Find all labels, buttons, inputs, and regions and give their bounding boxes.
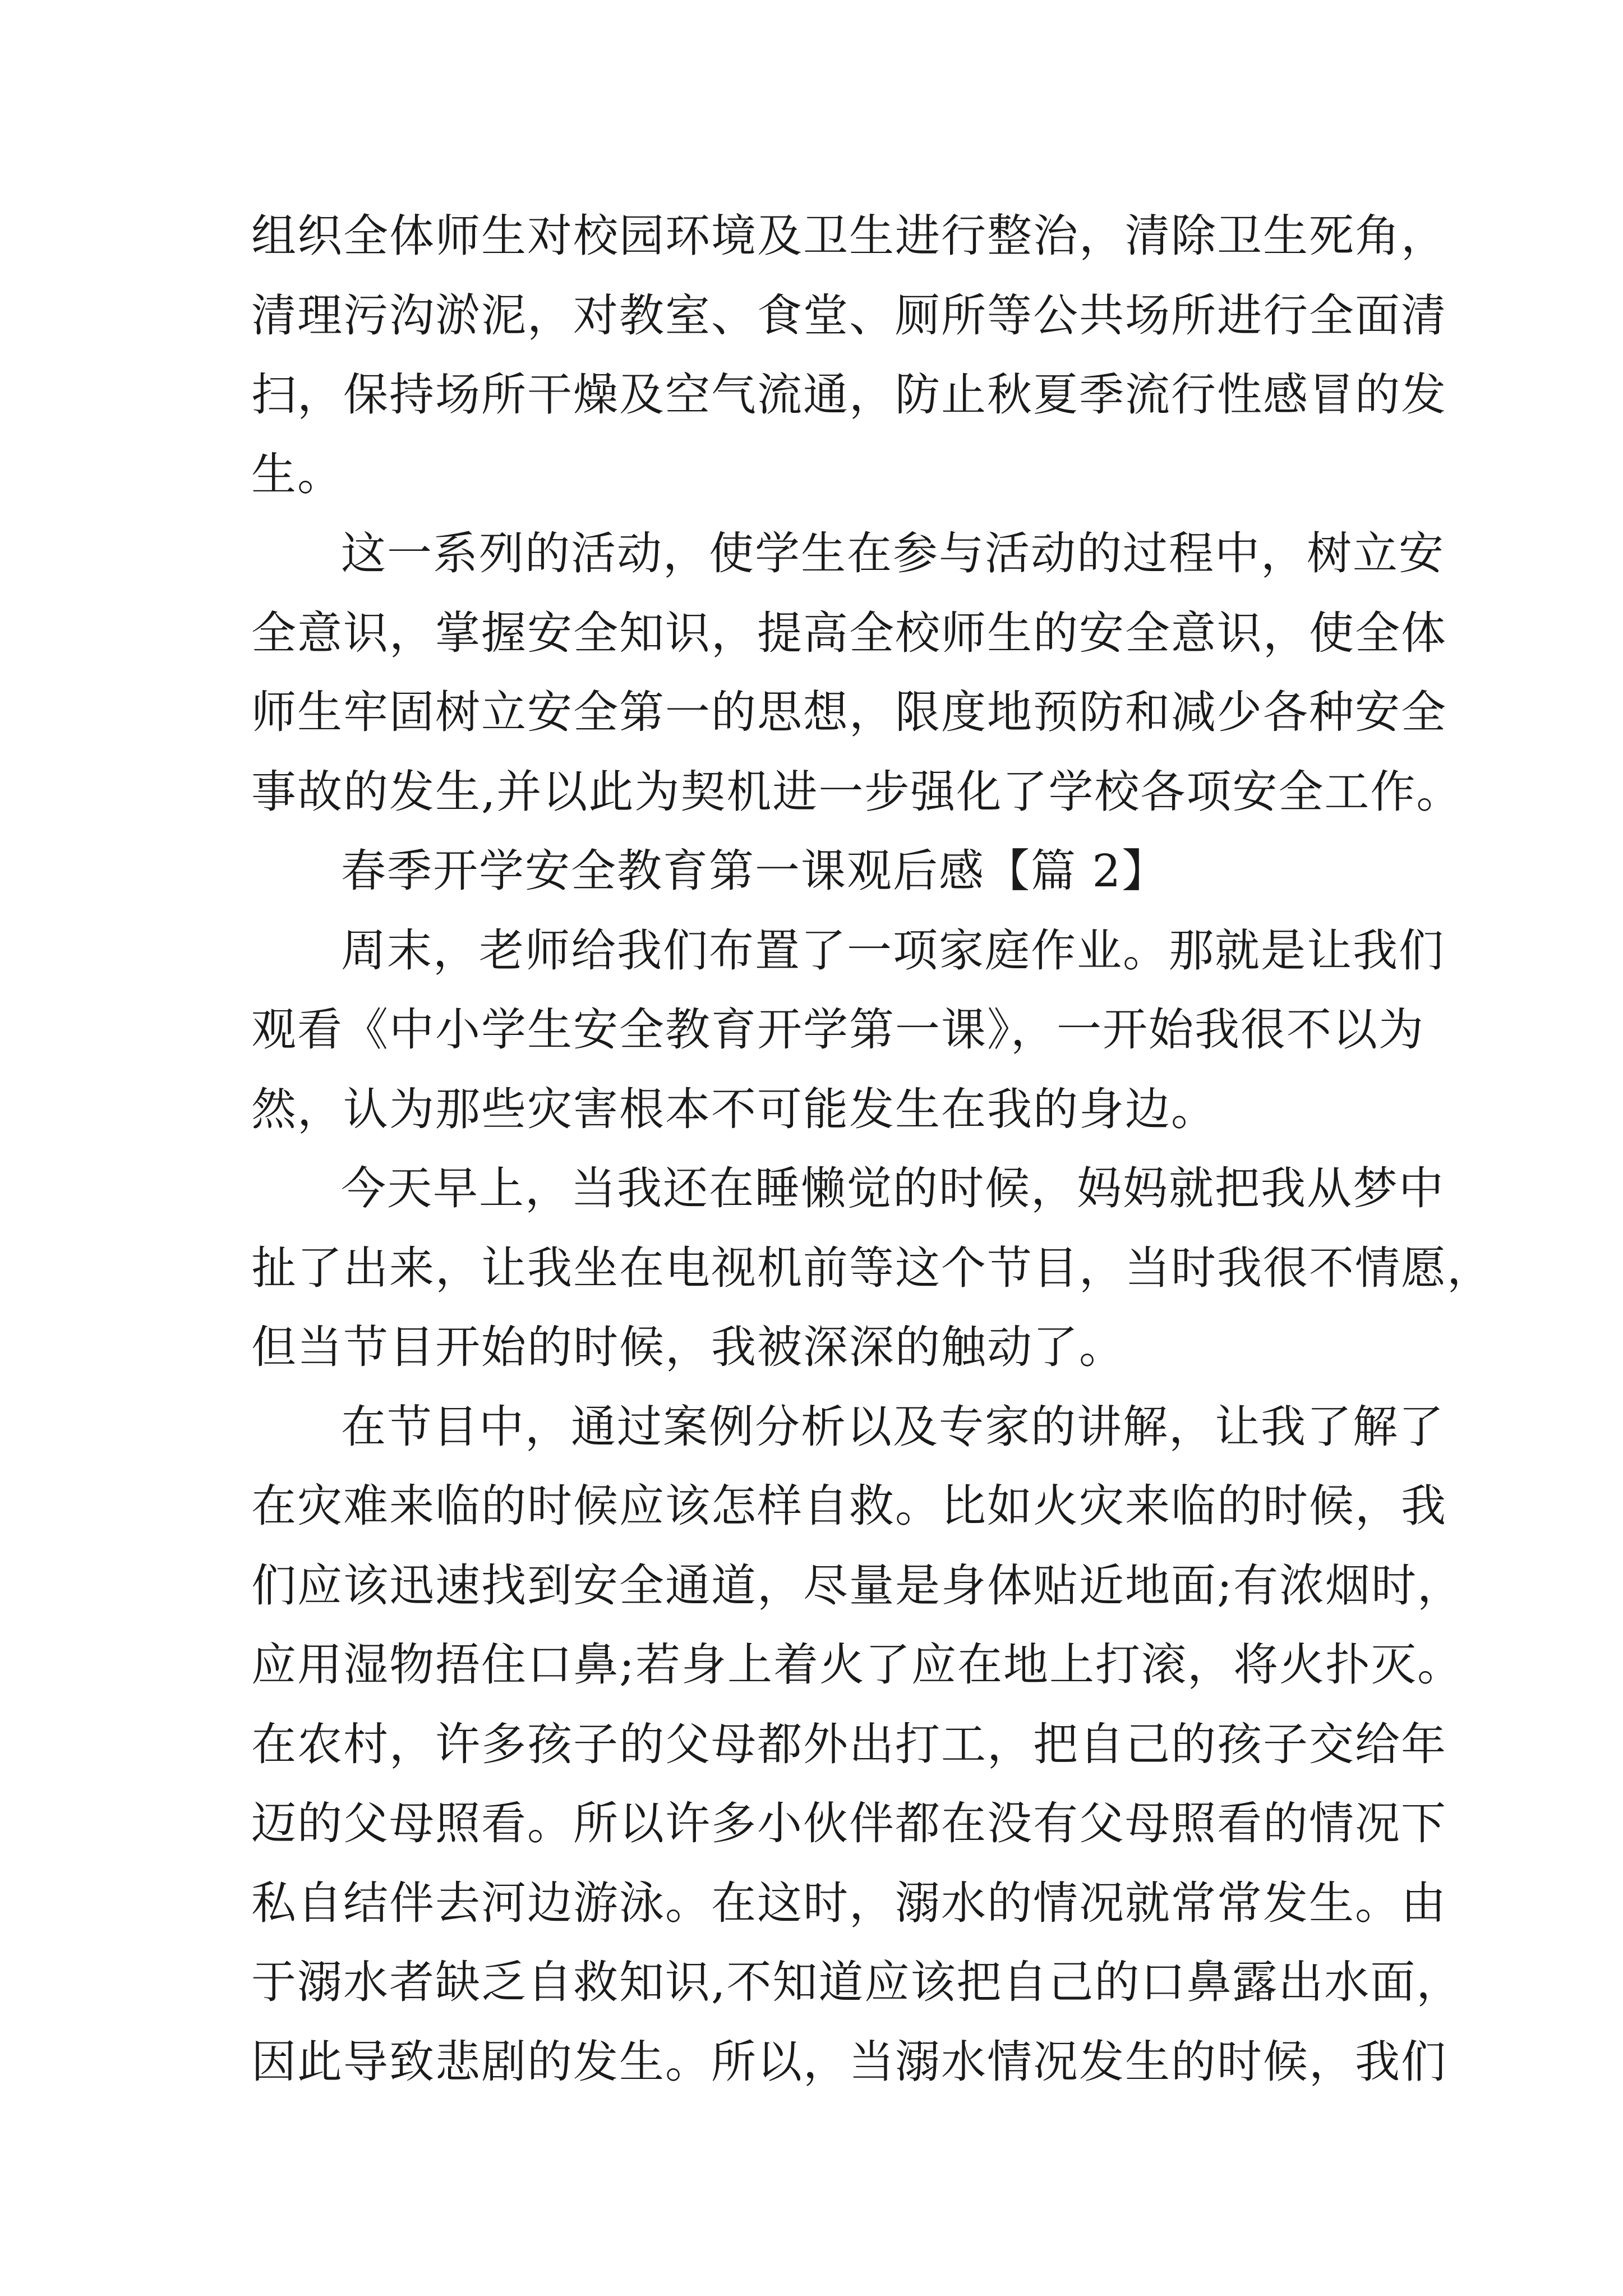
- text-line: 生。: [251, 448, 343, 500]
- text-line: 扯了出来，让我坐在电视机前等这个节目，当时我很不情愿，: [251, 1241, 1493, 1294]
- text-line: 们应该迅速找到安全通道，尽量是身体贴近地面;有浓烟时，: [251, 1559, 1463, 1612]
- text-line: 观看《中小学生安全教育开学第一课》，一开始我很不以为: [251, 1004, 1424, 1056]
- text-line: 应用湿物捂住口鼻;若身上着火了应在地上打滚，将火扑灭。: [251, 1639, 1463, 1691]
- text-line: 但当节目开始的时候，我被深深的触动了。: [251, 1321, 1125, 1373]
- text-line: 因此导致悲剧的发生。所以，当溺水情况发生的时候，我们: [251, 2035, 1447, 2088]
- text-line: 私自结伴去河边游泳。在这时，溺水的情况就常常发生。由: [251, 1876, 1447, 1929]
- paragraph-first-line: 周末，老师给我们布置了一项家庭作业。那就是让我们: [341, 924, 1445, 977]
- paragraph-first-line: 在节目中，通过案例分析以及专家的讲解，让我了解了: [341, 1400, 1445, 1453]
- paragraph-first-line: 这一系列的活动，使学生在参与活动的过程中，树立安: [341, 527, 1445, 579]
- text-line: 师生牢固树立安全第一的思想，限度地预防和减少各种安全: [251, 686, 1447, 738]
- text-line: 全意识，掌握安全知识，提高全校师生的安全意识，使全体: [251, 606, 1447, 659]
- text-line: 事故的发生,并以此为契机进一步强化了学校各项安全工作。: [251, 765, 1463, 818]
- document-body: [251, 196, 1493, 2101]
- paragraph-first-line: 今天早上，当我还在睡懒觉的时候，妈妈就把我从梦中: [341, 1162, 1445, 1214]
- text-line: 在灾难来临的时候应该怎样自救。比如火灾来临的时候，我: [251, 1480, 1447, 1532]
- section-heading: 春季开学安全教育第一课观后感【篇 2】: [341, 845, 1168, 897]
- text-line: 迈的父母照看。所以许多小伙伴都在没有父母照看的情况下: [251, 1797, 1447, 1849]
- text-line: 清理污沟淤泥，对教室、食堂、厕所等公共场所进行全面清: [251, 289, 1447, 342]
- text-line: 于溺水者缺乏自救知识,不知道应该把自己的口鼻露出水面，: [251, 1956, 1463, 2008]
- text-line: 扫，保持场所干燥及空气流通，防止秋夏季流行性感冒的发: [251, 369, 1447, 421]
- text-line: 组织全体师生对校园环境及卫生进行整治，清除卫生死角，: [251, 210, 1447, 262]
- text-line: 在农村，许多孩子的父母都外出打工，把自己的孩子交给年: [251, 1718, 1447, 1770]
- text-line: 然，认为那些灾害根本不可能发生在我的身边。: [251, 1083, 1217, 1135]
